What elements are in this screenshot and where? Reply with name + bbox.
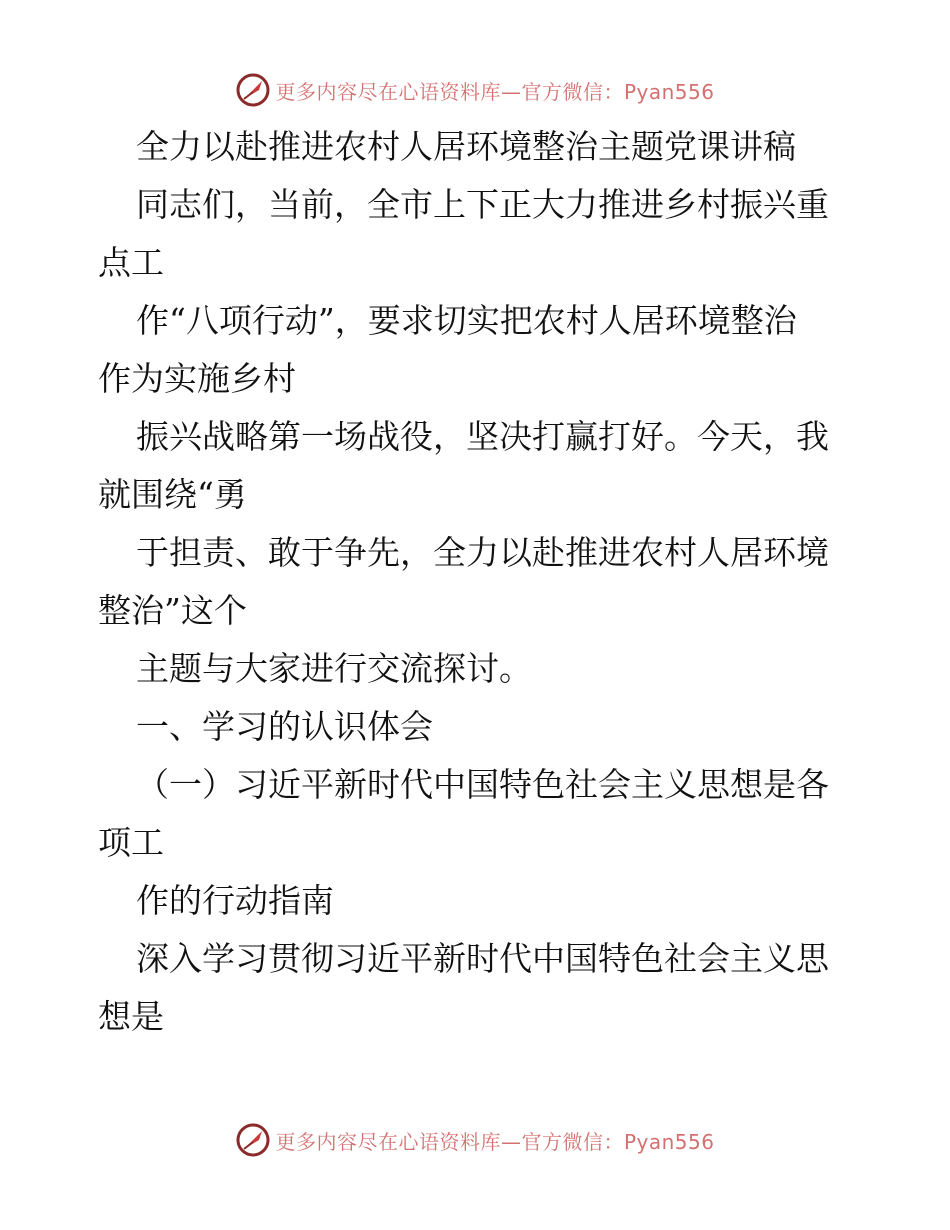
document-body [98, 118, 858, 1046]
paragraph-line: 深入学习贯彻习近平新时代中国特色社会主义思 [136, 939, 829, 978]
document-title: 全力以赴推进农村人居环境整治主题党课讲稿 [136, 127, 796, 166]
footer-watermark [0, 1120, 950, 1160]
subsection-heading: （一）习近平新时代中国特色社会主义思想是各 [136, 765, 829, 804]
paragraph-line: 想是 [98, 997, 164, 1036]
quill-logo-icon [235, 1122, 271, 1158]
paragraph-line: 作“八项行动”，要求切实把农村人居环境整治 [136, 301, 797, 340]
paragraph-line: 于担责、敢于争先，全力以赴推进农村人居环境 [136, 533, 829, 572]
paragraph-line: 整治”这个 [98, 591, 247, 630]
quill-logo-icon [235, 72, 271, 108]
paragraph-line: 同志们，当前，全市上下正大力推进乡村振兴重 [136, 185, 829, 224]
paragraph-line: 作为实施乡村 [98, 359, 296, 398]
header-banner-text: 更多内容尽在心语资料库—官方微信：Pyan556 [275, 79, 715, 104]
footer-banner-text: 更多内容尽在心语资料库—官方微信：Pyan556 [275, 1129, 715, 1154]
section-heading: 一、学习的认识体会 [136, 707, 433, 746]
paragraph-line: 振兴战略第一场战役，坚决打赢打好。今天，我 [136, 417, 829, 456]
paragraph-line: 就围绕“勇 [98, 475, 247, 514]
subsection-heading-cont: 项工 [98, 823, 164, 862]
paragraph-line: 主题与大家进行交流探讨。 [136, 649, 532, 688]
header-watermark [0, 70, 950, 110]
subsection-heading-cont: 作的行动指南 [136, 881, 334, 920]
paragraph-line: 点工 [98, 243, 164, 282]
